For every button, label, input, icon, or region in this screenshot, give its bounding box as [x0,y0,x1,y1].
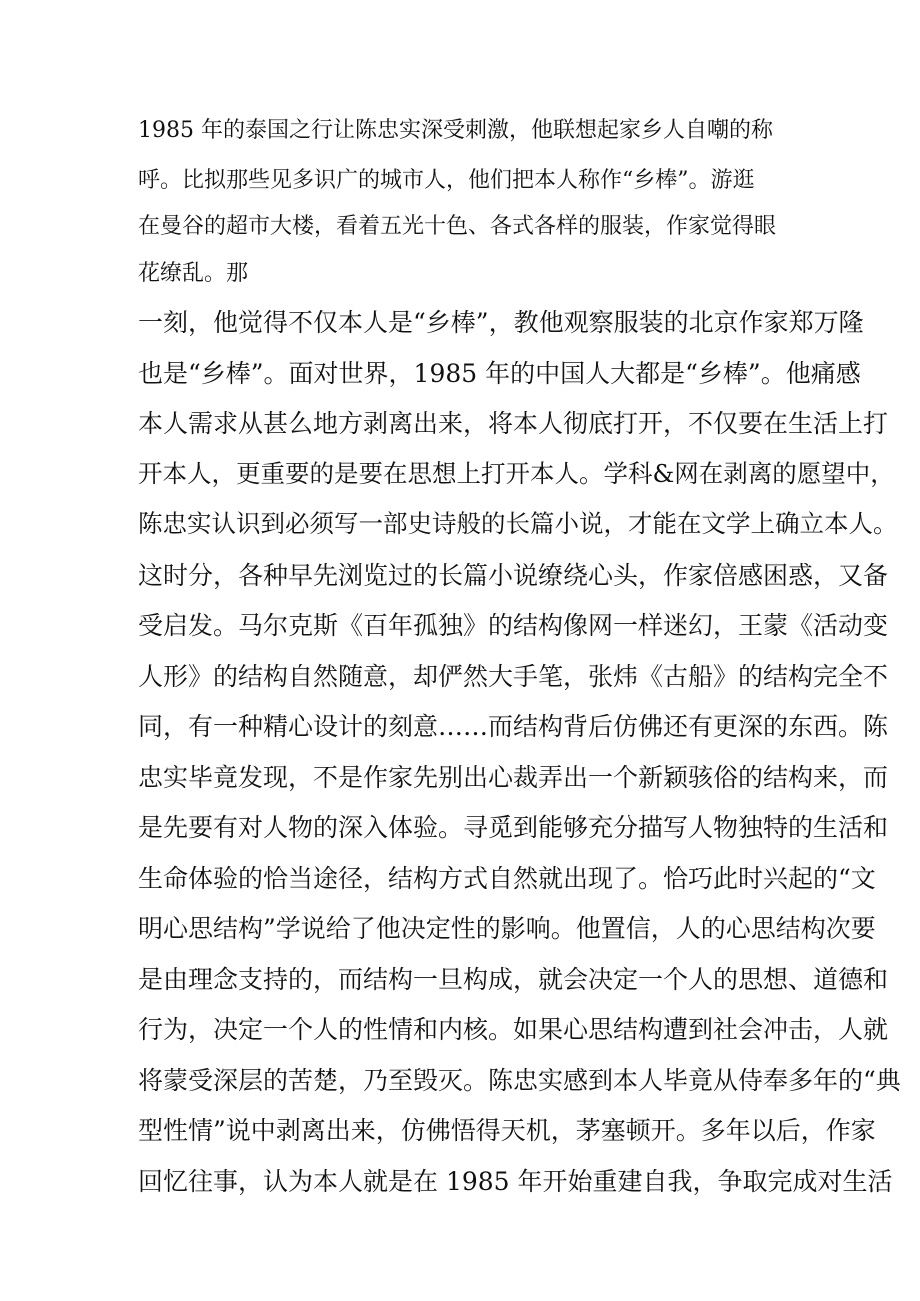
body-line: 生命体验的恰当途径，结构方式自然就出现了。恰巧此时兴起的“文 [138,864,876,893]
body-line: 开本人，更重要的是要在思想上打开本人。学科&网在剥离的愿望中， [138,459,895,488]
intro-line: 花缭乱。那 [138,261,249,286]
body-line: 人形》的结构自然随意，却俨然大手笔，张炜《古船》的结构完全不 [138,662,889,691]
intro-line: 1985 年的泰国之行让陈忠实深受刺激，他联想起家乡人自嘲的称 [138,118,773,143]
body-line: 一刻，他觉得不仅本人是“乡棒”，教他观察服装的北京作家郑万隆 [138,308,864,337]
body-line: 是由理念支持的，而结构一旦构成，就会决定一个人的思想、道德和 [138,965,889,994]
body-line: 本人需求从甚么地方剥离出来，将本人彻底打开，不仅要在生活上打 [138,409,889,438]
body-line: 明心思结构”学说给了他决定性的影响。他置信，人的心思结构次要 [138,914,876,943]
body-line: 陈忠实认识到必须写一部史诗般的长篇小说，才能在文学上确立本人。 [138,509,898,538]
body-line: 型性情”说中剥离出来，仿佛悟得天机，茅塞顿开。多年以后，作家 [138,1116,876,1145]
body-line: 忠实毕竟发现，不是作家先别出心裁弄出一个新颖骇俗的结构来，而 [138,763,889,792]
body-line: 是先要有对人物的深入体验。寻觅到能够充分描写人物独特的生活和 [138,813,889,842]
body-line: 回忆往事，认为本人就是在 1985 年开始重建自我，争取完成对生活 [138,1167,893,1196]
body-line: 同，有一种精心设计的刻意……而结构背后仿佛还有更深的东西。陈 [138,712,889,741]
body-line: 将蒙受深层的苦楚，乃至毁灭。陈忠实感到本人毕竟从侍奉多年的“典 [138,1066,901,1095]
intro-line: 在曼谷的超市大楼，看着五光十色、各式各样的服装，作家觉得眼 [138,214,777,239]
intro-line: 呼。比拟那些见多识广的城市人，他们把本人称作“乡棒”。游逛 [138,168,755,193]
body-line: 这时分，各种早先浏览过的长篇小说缭绕心头，作家倍感困惑，又备 [138,561,889,590]
body-line: 受启发。马尔克斯《百年孤独》的结构像网一样迷幻，王蒙《活动变 [138,611,889,640]
body-line: 也是“乡棒”。面对世界，1985 年的中国人大都是“乡棒”。他痛感 [138,359,861,388]
body-line: 行为，决定一个人的性情和内核。如果心思结构遭到社会冲击，人就 [138,1015,889,1044]
